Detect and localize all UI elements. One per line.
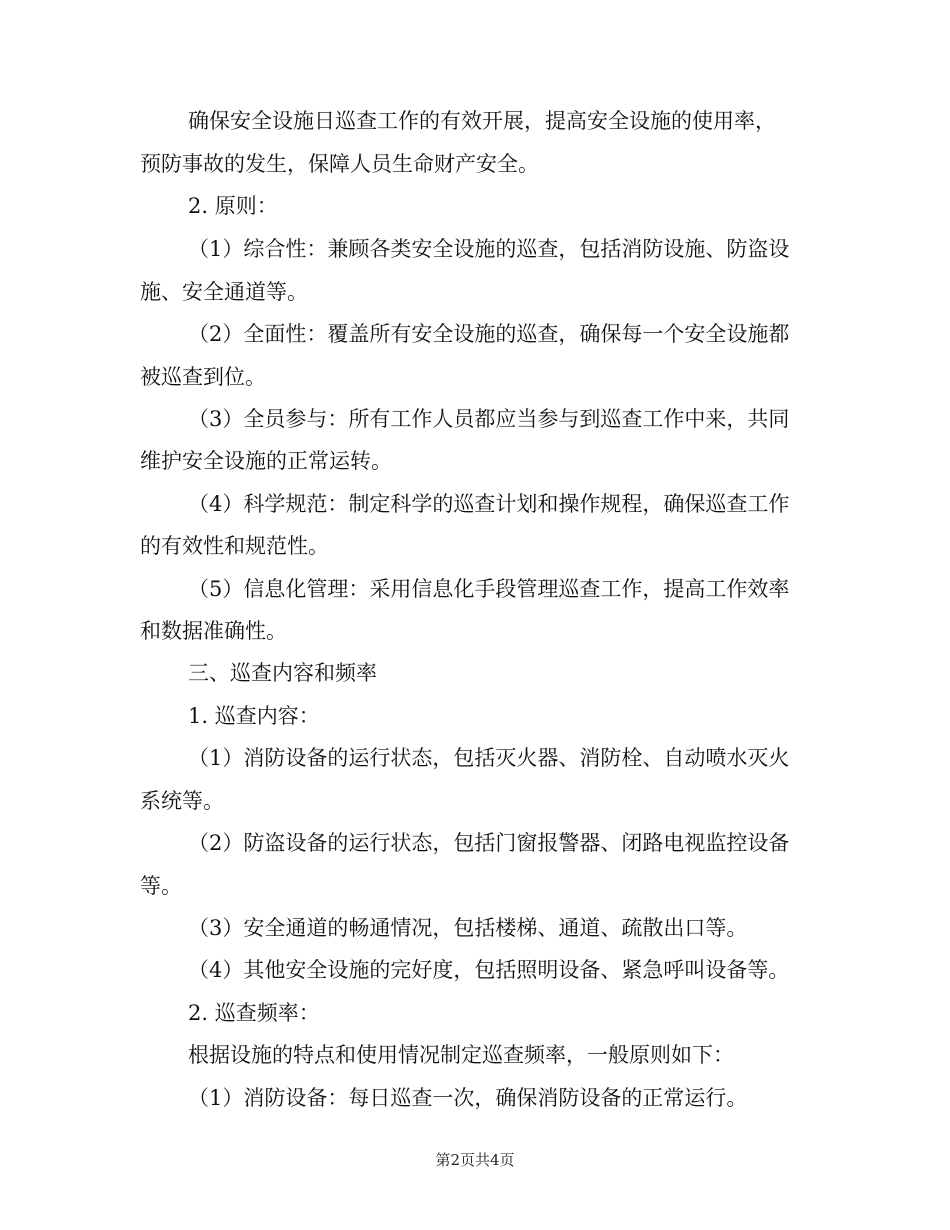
subsection-heading-frequency: 2. 巡查频率：	[188, 1001, 320, 1025]
page-number: 第2页共4页	[435, 1151, 515, 1169]
paragraph-15: 根据设施的特点和使用情况制定巡查频率，一般原则如下：	[188, 1043, 734, 1067]
paragraph-11-line-1: （2）防盗设备的运行状态，包括门窗报警器、闭路电视监控设备	[188, 831, 790, 855]
paragraph-4-line-1: （2）全面性：覆盖所有安全设施的巡查，确保每一个安全设施都	[188, 322, 790, 346]
paragraph-13: （4）其他安全设施的完好度，包括照明设备、紧急呼叫设备等。	[188, 958, 790, 982]
paragraph-10-line-1: （1）消防设备的运行状态，包括灭火器、消防栓、自动喷水灭火	[188, 746, 790, 770]
paragraph-11-line-2: 等。	[140, 874, 182, 898]
paragraph-16: （1）消防设备：每日巡查一次，确保消防设备的正常运行。	[188, 1086, 748, 1110]
paragraph-4-line-2: 被巡查到位。	[140, 365, 266, 389]
subsection-heading-content: 1. 巡查内容：	[188, 704, 320, 728]
paragraph-1-line-1: 确保安全设施日巡查工作的有效开展，提高安全设施的使用率，	[188, 109, 776, 133]
paragraph-10-line-2: 系统等。	[140, 789, 224, 813]
paragraph-3-line-1: （1）综合性：兼顾各类安全设施的巡查，包括消防设施、防盗设	[188, 237, 790, 261]
paragraph-6-line-2: 的有效性和规范性。	[140, 534, 329, 558]
paragraph-6-line-1: （4）科学规范：制定科学的巡查计划和操作规程，确保巡查工作	[188, 492, 790, 516]
paragraph-1-line-2: 预防事故的发生，保障人员生命财产安全。	[140, 152, 539, 176]
paragraph-7-line-2: 和数据准确性。	[140, 619, 287, 643]
paragraph-7-line-1: （5）信息化管理：采用信息化手段管理巡查工作，提高工作效率	[188, 577, 790, 601]
paragraph-12: （3）安全通道的畅通情况，包括楼梯、通道、疏散出口等。	[188, 916, 748, 940]
paragraph-5-line-1: （3）全员参与：所有工作人员都应当参与到巡查工作中来，共同	[188, 407, 790, 431]
section-heading: 三、巡查内容和频率	[188, 661, 377, 685]
paragraph-3-line-2: 施、安全通道等。	[140, 280, 308, 304]
paragraph-2-heading: 2. 原则：	[188, 194, 278, 218]
paragraph-5-line-2: 维护安全设施的正常运转。	[140, 449, 392, 473]
